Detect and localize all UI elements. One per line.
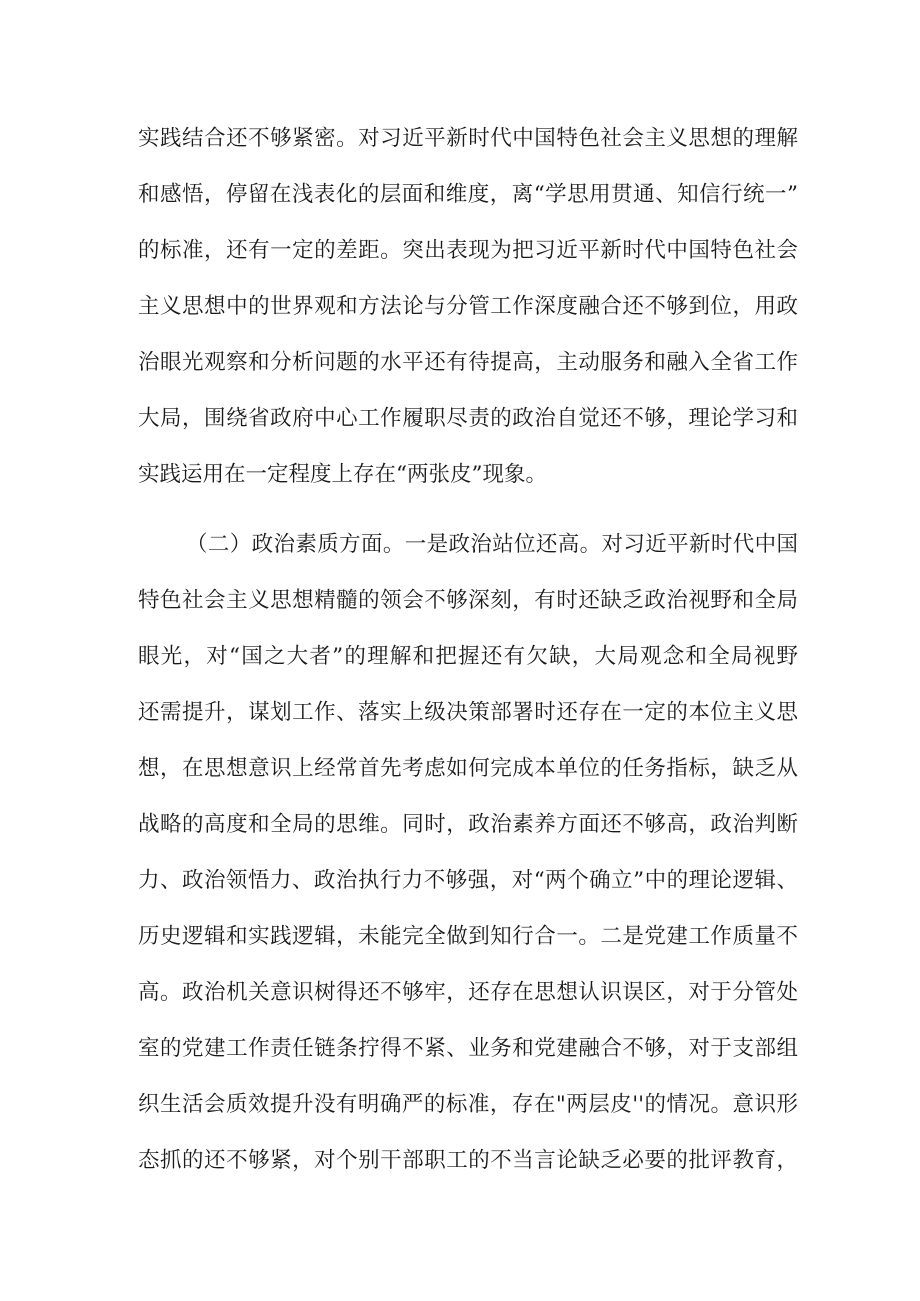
paragraph-line: 治眼光观察和分析问题的水平还有待提高，主动服务和融入全省工作 — [138, 350, 798, 375]
paragraph-line: 战略的高度和全局的思维。同时，政治素养方面还不够高，政治判断 — [138, 812, 798, 837]
paragraph-line: 眼光，对“国之大者”的理解和把握还有欠缺，大局观念和全局视野 — [138, 644, 798, 669]
paragraph-line: 主义思想中的世界观和方法论与分管工作深度融合还不够到位，用政 — [138, 294, 798, 319]
paragraph-line: 力、政治领悟力、政治执行力不够强，对“两个确立”中的理论逻辑、 — [138, 868, 798, 893]
paragraph-line: 大局，围绕省政府中心工作履职尽责的政治自觉还不够，理论学习和 — [138, 406, 798, 431]
paragraph-line: （二）政治素质方面。一是政治站位还高。对习近平新时代中国 — [186, 532, 798, 557]
paragraph-line: 想，在思想意识上经常首先考虑如何完成本单位的任务指标，缺乏从 — [138, 756, 798, 781]
paragraph-line: 特色社会主义思想精髓的领会不够深刻，有时还缺乏政治视野和全局 — [138, 588, 798, 613]
paragraph-line: 的标准，还有一定的差距。突出表现为把习近平新时代中国特色社会 — [138, 238, 798, 263]
paragraph-line: 高。政治机关意识树得还不够牢，还存在思想认识误区，对于分管处 — [138, 980, 798, 1005]
paragraph-line: 织生活会质效提升没有明确严的标准，存在"两层皮''的情况。意识形 — [138, 1092, 798, 1117]
paragraph-line: 历史逻辑和实践逻辑，未能完全做到知行合一。二是党建工作质量不 — [138, 924, 798, 949]
paragraph-line: 实践运用在一定程度上存在“两张皮”现象。 — [138, 462, 547, 487]
paragraph-line: 室的党建工作责任链条拧得不紧、业务和党建融合不够，对于支部组 — [138, 1036, 798, 1061]
paragraph-line: 态抓的还不够紧，对个别干部职工的不当言论缺乏必要的批评教育， — [138, 1148, 798, 1173]
paragraph-line: 实践结合还不够紧密。对习近平新时代中国特色社会主义思想的理解 — [138, 126, 798, 151]
paragraph-line: 还需提升，谋划工作、落实上级决策部署时还存在一定的本位主义思 — [138, 700, 798, 725]
paragraph-line: 和感悟，停留在浅表化的层面和维度，离“学思用贯通、知信行统一” — [138, 182, 798, 207]
